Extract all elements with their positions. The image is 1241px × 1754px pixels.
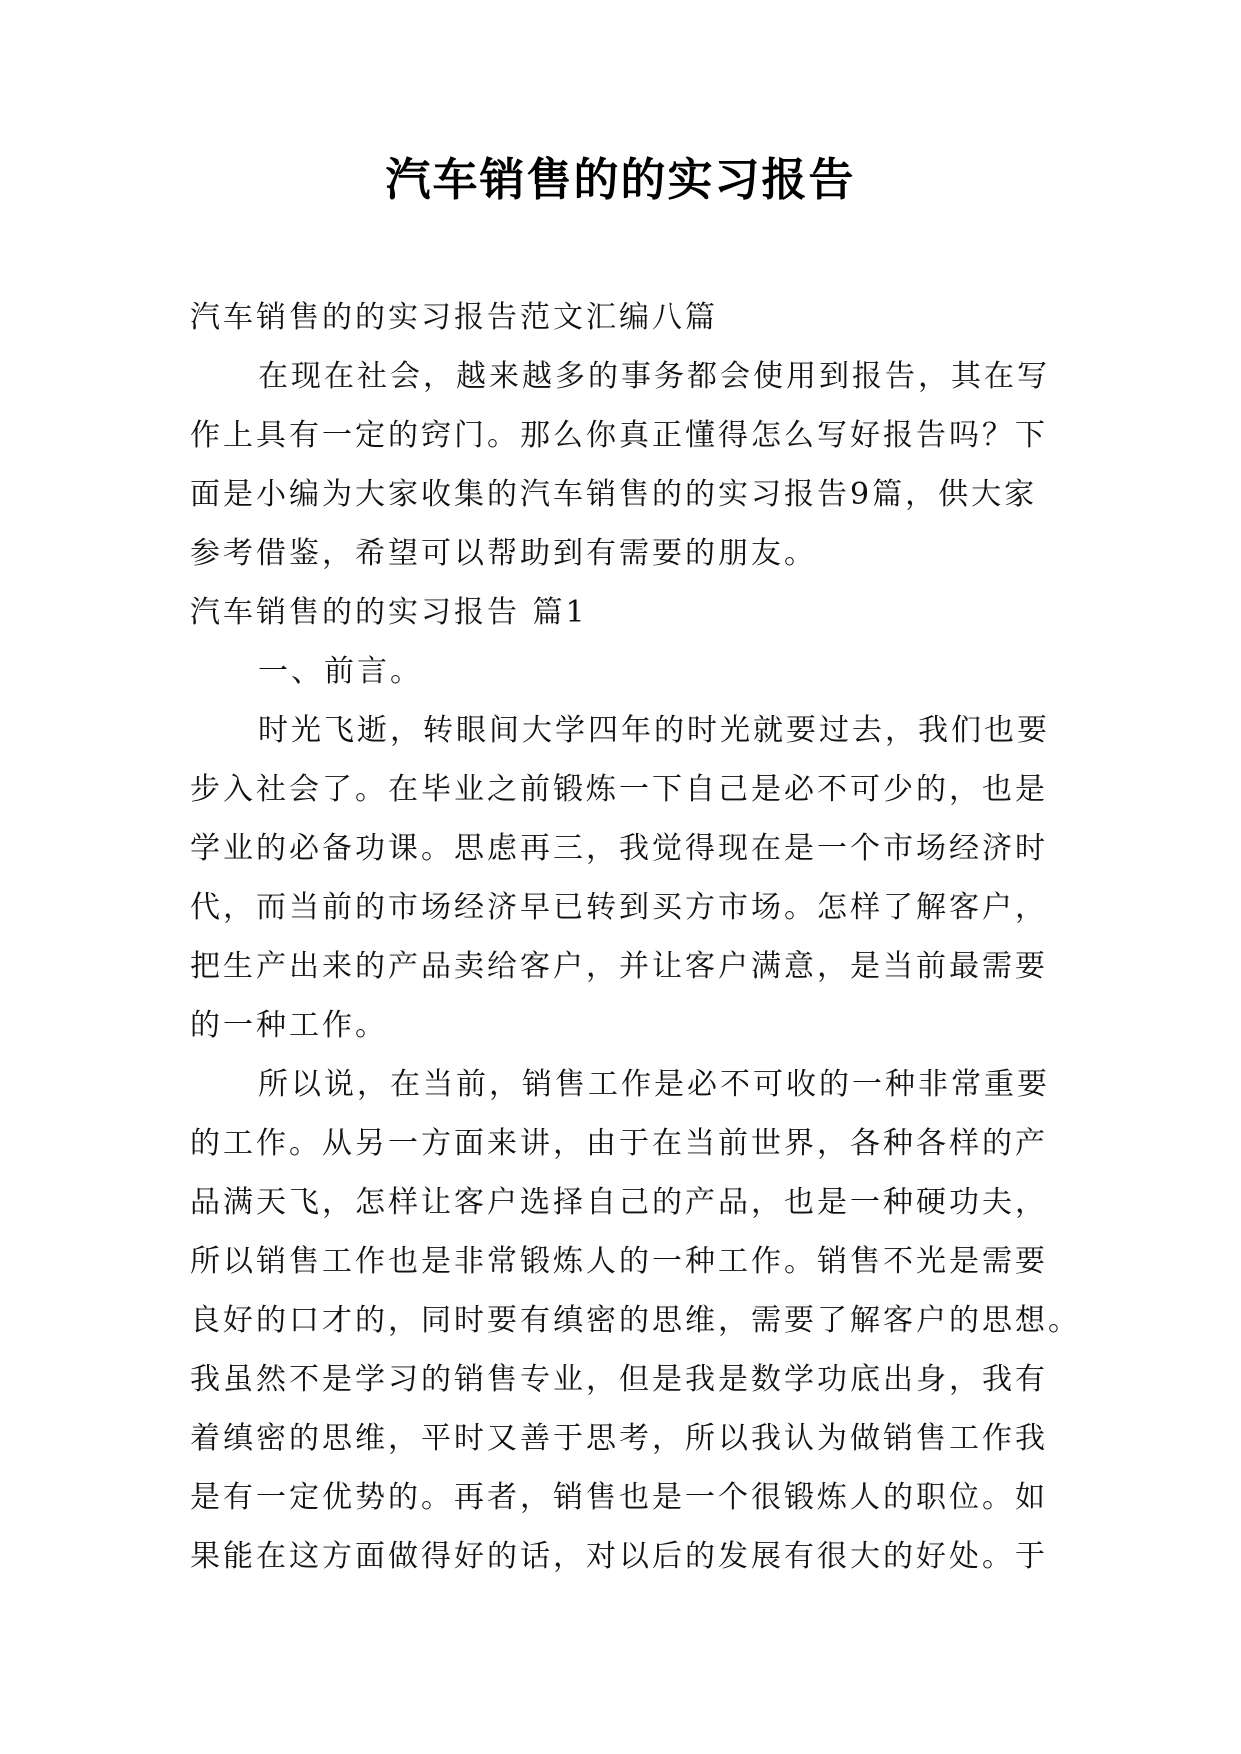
document-title: 汽车销售的的实习报告: [385, 153, 856, 206]
paragraph-line: 的工作。从另一方面来讲，由于在当前世界，各种各样的产: [190, 1126, 1048, 1161]
paragraph-line: 是有一定优势的。再者，销售也是一个很锻炼人的职位。如: [190, 1480, 1048, 1515]
paragraph-line: 把生产出来的产品卖给客户，并让客户满意，是当前最需要: [190, 949, 1048, 984]
paragraph-line: 所以销售工作也是非常锻炼人的一种工作。销售不光是需要: [190, 1244, 1048, 1279]
paragraph-line: 学业的必备功课。思虑再三，我觉得现在是一个市场经济时: [190, 831, 1048, 866]
paragraph-line: 果能在这方面做得好的话，对以后的发展有很大的好处。于: [190, 1539, 1048, 1574]
paragraph-line: 一、前言。: [258, 654, 423, 689]
paragraph-line: 作上具有一定的窍门。那么你真正懂得怎么写好报告吗？下: [190, 418, 1048, 453]
document-body: [190, 288, 1081, 1586]
paragraph-line: 良好的口才的，同时要有缜密的思维，需要了解客户的思想。: [190, 1303, 1081, 1338]
section-heading: 汽车销售的的实习报告 篇1: [190, 595, 588, 630]
paragraph-line: 我虽然不是学习的销售专业，但是我是数学功底出身，我有: [190, 1362, 1048, 1397]
paragraph-line: 参考借鉴，希望可以帮助到有需要的朋友。: [190, 536, 817, 571]
paragraph-line: 面是小编为大家收集的汽车销售的的实习报告9篇，供大家: [190, 477, 1038, 512]
paragraph-line: 品满天飞，怎样让客户选择自己的产品，也是一种硬功夫，: [190, 1185, 1048, 1220]
paragraph-line: 所以说，在当前，销售工作是必不可收的一种非常重要: [258, 1067, 1050, 1102]
paragraph-line: 在现在社会，越来越多的事务都会使用到报告，其在写: [258, 359, 1050, 394]
subtitle-line: 汽车销售的的实习报告范文汇编八篇: [190, 300, 718, 335]
paragraph-line: 步入社会了。在毕业之前锻炼一下自己是必不可少的，也是: [190, 772, 1048, 807]
paragraph-line: 时光飞逝，转眼间大学四年的时光就要过去，我们也要: [258, 713, 1050, 748]
paragraph-line: 着缜密的思维，平时又善于思考，所以我认为做销售工作我: [190, 1421, 1048, 1456]
paragraph-line: 代，而当前的市场经济早已转到买方市场。怎样了解客户，: [190, 890, 1048, 925]
paragraph-line: 的一种工作。: [190, 1008, 388, 1043]
